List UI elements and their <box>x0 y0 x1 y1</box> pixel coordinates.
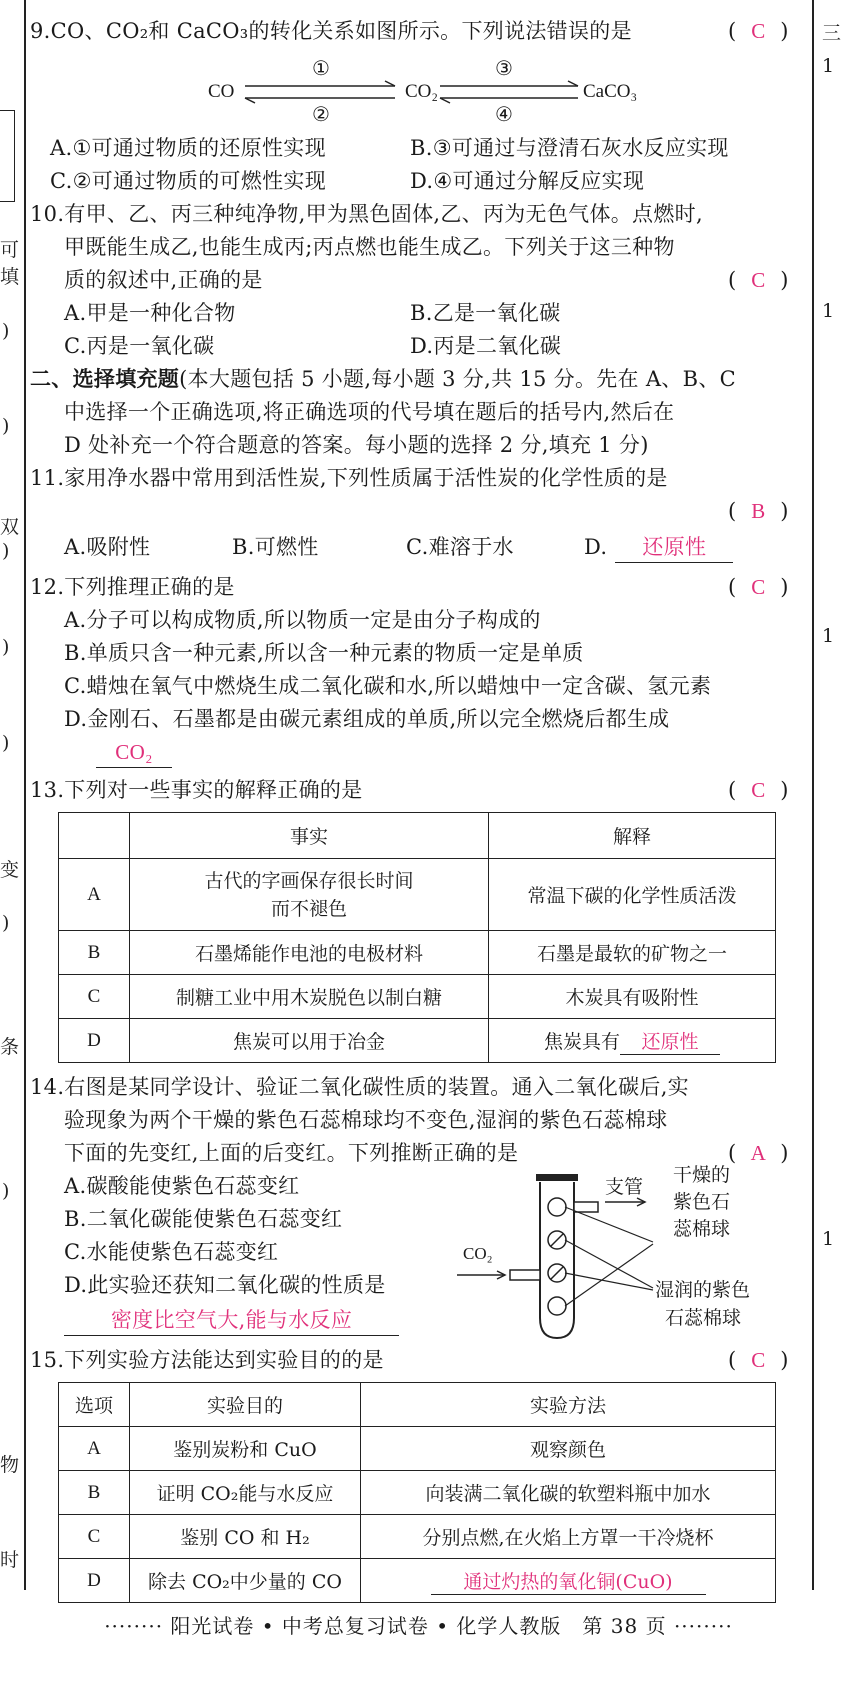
q13-row-fact: 石墨烯能作电池的电极材料 <box>130 931 489 975</box>
left-margin-char: 双 <box>0 516 20 538</box>
section-2-line-3: D 处补充一个符合题意的答案。每小题的选择 2 分,填充 1 分) <box>64 433 649 457</box>
right-margin-rule <box>812 0 814 1590</box>
q10-line-2: 甲既能生成乙,也能生成丙;丙点燃也能生成乙。下列关于这三种物 <box>64 235 675 259</box>
left-margin-box <box>0 110 15 202</box>
left-margin-rule <box>24 0 26 1590</box>
q12-answer-letter: C <box>751 575 766 599</box>
q14-line-1: 14.右图是某同学设计、验证二氧化碳性质的装置。通入二氧化碳后,实 <box>30 1075 689 1099</box>
q12-option-a: A.分子可以构成物质,所以物质一定是由分子构成的 <box>64 608 541 632</box>
right-margin-char: 1 <box>822 1228 835 1250</box>
q13-row-fact: 制糖工业中用木炭脱色以制白糖 <box>130 975 489 1019</box>
q13-header-explain: 解释 <box>489 813 776 859</box>
q15-row-key: A <box>59 1427 130 1471</box>
q15-fill-answer: 通过灼热的氧化铜(CuO) <box>431 1567 706 1595</box>
left-margin-char: ) <box>2 320 10 342</box>
q12-option-d: D.金刚石、石墨都是由碳元素组成的单质,所以完全燃烧后都生成 <box>64 707 670 731</box>
q15-stem: 15.下列实验方法能达到实验目的的是 <box>30 1348 384 1372</box>
section-2-desc: (本大题包括 5 小题,每小题 3 分,共 15 分。先在 A、B、C <box>179 367 736 391</box>
q12-option-c: C.蜡烛在氧气中燃烧生成二氧化碳和水,所以蜡烛中一定含碳、氢元素 <box>64 674 712 698</box>
q10-line-3: 质的叙述中,正确的是 <box>64 268 263 292</box>
q14-figure <box>455 1160 810 1345</box>
q14-option-d: D.此实验还获知二氧化碳的性质是 <box>64 1273 386 1297</box>
q9-answer-letter: C <box>751 19 766 43</box>
table-row <box>59 1427 776 1471</box>
q15-row-method: 观察颜色 <box>361 1427 776 1471</box>
left-margin-char: ) <box>2 1180 10 1202</box>
q13-row-explain: 石墨是最软的矿物之一 <box>489 931 776 975</box>
q15-row-purpose: 鉴别炭粉和 CuO <box>130 1427 361 1471</box>
q9-label-3: ③ <box>495 56 513 80</box>
q14-option-a: A.碳酸能使紫色石蕊变红 <box>64 1174 300 1198</box>
q15-row-method: 分别点燃,在火焰上方罩一干冷烧杯 <box>361 1515 776 1559</box>
left-margin-char: ) <box>2 912 10 934</box>
left-margin-char: 可 <box>0 239 20 261</box>
q13-row-fact-line-2: 而不褪色 <box>270 897 347 920</box>
q12-stem: 12.下列推理正确的是 <box>30 575 235 599</box>
q14-fig-branch-label: 支管 <box>605 1176 644 1198</box>
left-margin-char: ) <box>2 732 10 754</box>
q9-co2-label: CO₂ <box>405 81 439 102</box>
q10-option-a: A.甲是一种化合物 <box>64 301 236 325</box>
q9-option-c: C.②可通过物质的可燃性实现 <box>50 169 327 193</box>
q15-row-key: C <box>59 1515 130 1559</box>
q14-fig-dry-label-3: 蕊棉球 <box>673 1218 731 1240</box>
q13-row-explain <box>489 1019 776 1063</box>
left-margin-char: 物 <box>0 1454 20 1476</box>
q14-fig-dry-label-1: 干燥的 <box>673 1164 731 1186</box>
left-margin-char: 填 <box>0 266 20 288</box>
section-2-line-2: 中选择一个正确选项,将正确选项的代号填在题后的括号内,然后在 <box>64 400 675 424</box>
q15-row-purpose: 证明 CO₂能与水反应 <box>130 1471 361 1515</box>
q11-answer-letter: B <box>751 499 766 523</box>
q13-answer-letter: C <box>751 778 766 802</box>
q13-row-key: C <box>59 975 130 1019</box>
q10-line-1: 10.有甲、乙、丙三种纯净物,甲为黑色固体,乙、丙为无色气体。点燃时, <box>30 202 703 226</box>
q15-row-purpose: 除去 CO₂中少量的 CO <box>130 1559 361 1603</box>
q14-option-b: B.二氧化碳能使紫色石蕊变红 <box>64 1207 343 1231</box>
right-margin-char: 1 <box>822 625 835 647</box>
table-row <box>59 931 776 975</box>
q9-label-2: ② <box>312 102 330 126</box>
table-row <box>59 1019 776 1063</box>
table-row <box>59 1515 776 1559</box>
q14-answer: ( A ) <box>728 1138 788 1168</box>
q9-answer: ( C ) <box>728 16 788 46</box>
q13-row-explain: 常温下碳的化学性质活泼 <box>489 859 776 931</box>
table-row <box>59 1471 776 1515</box>
q10-option-d: D.丙是二氧化碳 <box>410 334 562 358</box>
table-row <box>59 1559 776 1603</box>
q9-stem: 9.CO、CO₂和 CaCO₃的转化关系如图所示。下列说法错误的是 <box>30 19 632 43</box>
q15-header-purpose: 实验目的 <box>130 1383 361 1427</box>
q14-fill-answer: 密度比空气大,能与水反应 <box>64 1305 399 1336</box>
left-margin-char: 变 <box>0 859 20 881</box>
page-footer: ········ 阳光试卷 • 中考总复习试卷 • 化学人教版 第 38 页 ········ <box>104 1614 733 1638</box>
q13-row-explain-text: 焦炭具有 <box>543 1030 620 1053</box>
q10-answer: ( C ) <box>728 265 788 295</box>
q13-row-key: D <box>59 1019 130 1063</box>
q13-stem: 13.下列对一些事实的解释正确的是 <box>30 778 363 802</box>
q11-option-a: A.吸附性 <box>64 535 151 559</box>
q15-table <box>58 1382 776 1603</box>
q11-option-d <box>584 532 733 563</box>
q9-option-a: A.①可通过物质的还原性实现 <box>50 136 326 160</box>
section-2-title: 二、选择填充题 <box>30 366 180 391</box>
q9-co-label: CO <box>208 81 235 102</box>
left-margin-char: 条 <box>0 1036 20 1058</box>
q9-diagram <box>200 56 660 130</box>
q15-answer: ( C ) <box>728 1345 788 1375</box>
q14-line-3: 下面的先变红,上面的后变红。下列推断正确的是 <box>64 1141 519 1165</box>
q13-fill-answer: 还原性 <box>620 1027 720 1055</box>
q12-option-b: B.单质只含一种元素,所以含一种元素的物质一定是单质 <box>64 641 584 665</box>
q15-header-option: 选项 <box>59 1383 130 1427</box>
q10-answer-letter: C <box>751 268 766 292</box>
q9-option-b: B.③可通过与澄清石灰水反应实现 <box>410 136 729 160</box>
q13-row-fact-line-1: 古代的字画保存很长时间 <box>204 869 414 892</box>
q14-fig-dry-label-2: 紫色石 <box>673 1191 731 1213</box>
q13-row-key: A <box>59 859 130 931</box>
q13-table <box>58 812 776 1063</box>
table-row <box>59 975 776 1019</box>
q15-row-method <box>361 1559 776 1603</box>
q15-row-method: 向装满二氧化碳的软塑料瓶中加水 <box>361 1471 776 1515</box>
q11-fill-answer: 还原性 <box>615 532 733 563</box>
left-margin-char: ) <box>2 636 10 658</box>
q11-option-d-label: D. <box>584 535 608 559</box>
q13-row-fact: 焦炭可以用于冶金 <box>130 1019 489 1063</box>
q9-caco3-label: CaCO₃ <box>583 81 638 102</box>
q12-fill-line <box>96 737 172 768</box>
q13-row-key: B <box>59 931 130 975</box>
q9-arrows <box>200 56 660 130</box>
q11-answer: ( B ) <box>728 496 788 526</box>
q14-line-2: 验现象为两个干燥的紫色石蕊棉球均不变色,湿润的紫色石蕊棉球 <box>64 1108 668 1132</box>
q13-header-key <box>59 813 130 859</box>
q15-row-purpose: 鉴别 CO 和 H₂ <box>130 1515 361 1559</box>
section-2-line-1 <box>30 364 736 394</box>
q9-label-1: ① <box>312 56 330 80</box>
q9-label-4: ④ <box>495 102 513 126</box>
q11-option-b: B.可燃性 <box>232 535 319 559</box>
left-margin-char: 时 <box>0 1549 20 1571</box>
q14-fill-line <box>64 1305 399 1336</box>
q14-answer-letter: A <box>750 1141 766 1165</box>
left-margin-char: ) <box>2 540 10 562</box>
q15-header-method: 实验方法 <box>361 1383 776 1427</box>
q14-fig-wet-label-1: 湿润的紫色 <box>655 1279 751 1301</box>
q10-option-b: B.乙是一氧化碳 <box>410 301 561 325</box>
right-margin-char: 三 <box>822 22 841 44</box>
right-margin-char: 1 <box>822 300 835 322</box>
q13-row-fact <box>130 859 489 931</box>
q11-stem: 11.家用净水器中常用到活性炭,下列性质属于活性炭的化学性质的是 <box>30 466 668 490</box>
q12-answer: ( C ) <box>728 572 788 602</box>
table-row <box>59 859 776 931</box>
q15-row-key: B <box>59 1471 130 1515</box>
q15-answer-letter: C <box>751 1348 766 1372</box>
q13-answer: ( C ) <box>728 775 788 805</box>
q14-fig-wet-label-2: 石蕊棉球 <box>665 1307 742 1329</box>
left-margin-char: ) <box>2 415 10 437</box>
q12-fill-answer: CO₂ <box>96 737 172 768</box>
q11-option-c: C.难溶于水 <box>406 535 514 559</box>
q9-option-d: D.④可通过分解反应实现 <box>410 169 645 193</box>
q14-fig-co2-label: CO₂ <box>463 1244 493 1263</box>
q10-option-c: C.丙是一氧化碳 <box>64 334 215 358</box>
q14-option-c: C.水能使紫色石蕊变红 <box>64 1240 279 1264</box>
right-margin-char: 1 <box>822 55 835 77</box>
q15-row-key: D <box>59 1559 130 1603</box>
q13-row-explain: 木炭具有吸附性 <box>489 975 776 1019</box>
q13-header-fact: 事实 <box>130 813 489 859</box>
